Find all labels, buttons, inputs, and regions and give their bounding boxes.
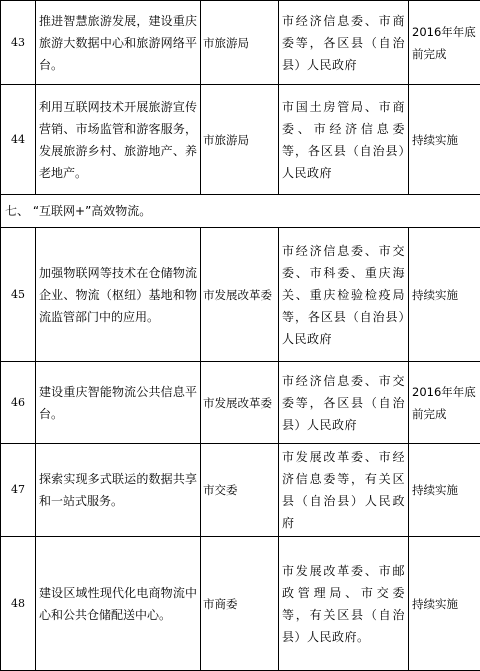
lead-department: 市交委 <box>201 444 279 537</box>
task-description: 建设重庆智能物流公共信息平台。 <box>36 362 201 444</box>
task-description: 建设区域性现代化电商物流中心和公共仓储配送中心。 <box>36 537 201 671</box>
timeline: 持续实施 <box>409 444 480 537</box>
timeline: 2016年年底前完成 <box>409 362 480 444</box>
table-row <box>1 362 480 444</box>
section-heading-row <box>1 195 480 228</box>
row-number: 48 <box>1 537 36 671</box>
task-description: 探索实现多式联运的数据共享和一站式服务。 <box>36 444 201 537</box>
cooperating-units: 市经济信息委、市交委等，各区县（自治县）人民政府 <box>279 362 409 444</box>
row-number: 46 <box>1 362 36 444</box>
table-row <box>1 537 480 671</box>
table-row <box>1 444 480 537</box>
lead-department: 市发展改革委 <box>201 228 279 362</box>
table-row <box>1 228 480 362</box>
task-description: 加强物联网等技术在仓储物流企业、物流（枢纽）基地和物流监管部门中的应用。 <box>36 228 201 362</box>
section-heading: 七、 “互联网+”高效物流。 <box>1 195 480 228</box>
table-row <box>1 85 480 195</box>
lead-department: 市旅游局 <box>201 85 279 195</box>
row-number: 45 <box>1 228 36 362</box>
cooperating-units: 市国土房管局、市商委、市经济信息委等，各区县（自治县）人民政府 <box>279 85 409 195</box>
timeline: 2016年年底前完成 <box>409 1 480 85</box>
timeline: 持续实施 <box>409 85 480 195</box>
cooperating-units: 市经济信息委、市交委、市科委、重庆海关、重庆检验检疫局等，各区县（自治县）人民政府 <box>279 228 409 362</box>
table-row <box>1 1 480 85</box>
lead-department: 市发展改革委 <box>201 362 279 444</box>
lead-department: 市商委 <box>201 537 279 671</box>
row-number: 43 <box>1 1 36 85</box>
timeline: 持续实施 <box>409 228 480 362</box>
row-number: 47 <box>1 444 36 537</box>
lead-department: 市旅游局 <box>201 1 279 85</box>
timeline: 持续实施 <box>409 537 480 671</box>
task-description: 利用互联网技术开展旅游宣传营销、市场监管和游客服务，发展旅游乡村、旅游地产、养老地产。 <box>36 85 201 195</box>
cooperating-units: 市发展改革委、市邮政管理局、市交委等，有关区县（自治县）人民政府。 <box>279 537 409 671</box>
row-number: 44 <box>1 85 36 195</box>
task-description: 推进智慧旅游发展，建设重庆旅游大数据中心和旅游网络平台。 <box>36 1 201 85</box>
cooperating-units: 市发展改革委、市经济信息委等，有关区县（自治县）人民政府 <box>279 444 409 537</box>
cooperating-units: 市经济信息委、市商委等，各区县（自治县）人民政府 <box>279 1 409 85</box>
